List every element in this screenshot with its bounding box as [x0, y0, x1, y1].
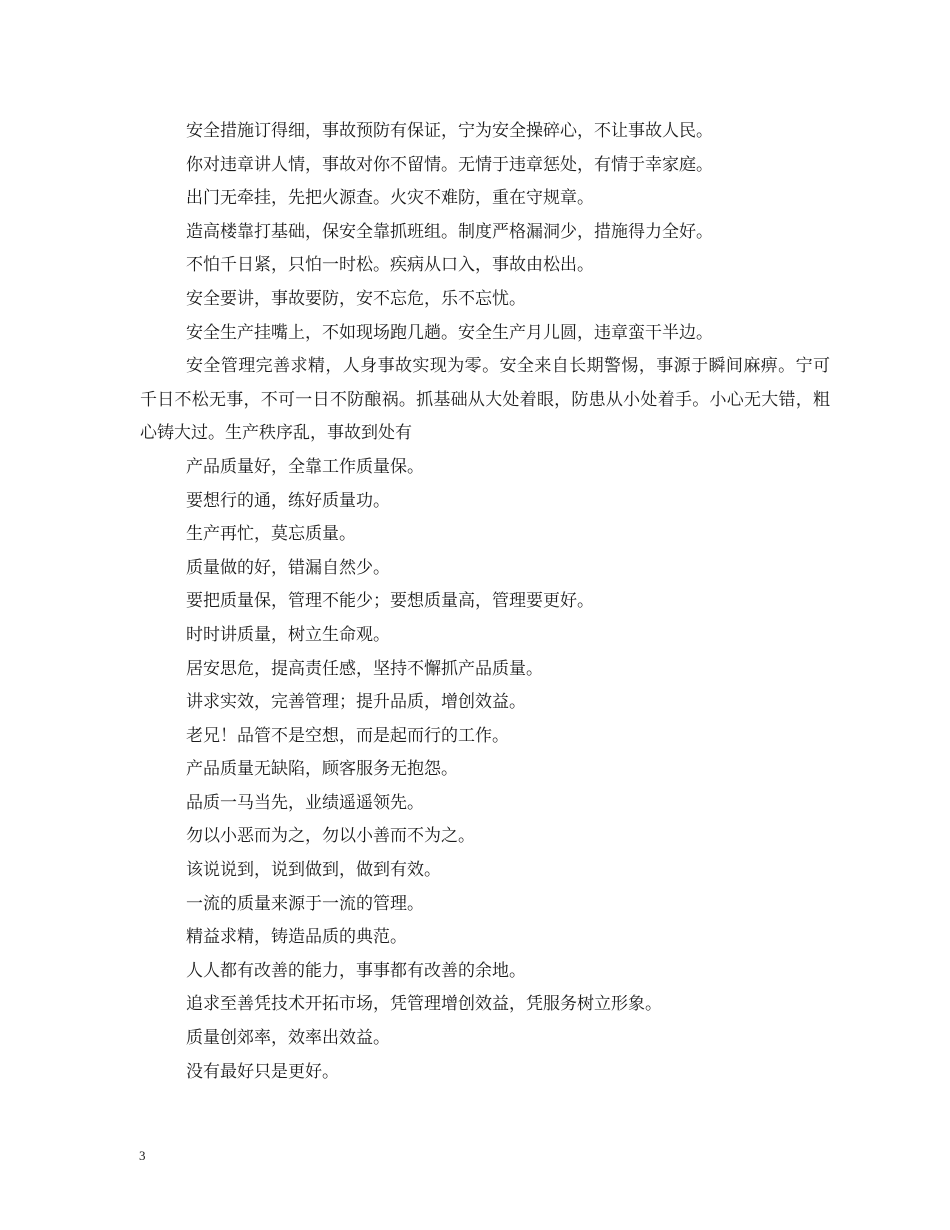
paragraph: 你对违章讲人情，事故对你不留情。无情于违章惩处，有情于幸家庭。 [186, 154, 713, 175]
paragraph: 没有最好只是更好。 [186, 1061, 339, 1082]
paragraph: 时时讲质量，树立生命观。 [186, 624, 390, 645]
paragraph: 精益求精，铸造品质的典范。 [186, 927, 407, 948]
paragraph: 追求至善凭技术开拓市场，凭管理增创效益，凭服务树立形象。 [186, 994, 662, 1015]
paragraph: 讲求实效，完善管理；提升品质，增创效益。 [186, 692, 526, 713]
paragraph: 要想行的通，练好质量功。 [186, 490, 390, 511]
paragraph: 出门无牵挂，先把火源查。火灾不难防，重在守规章。 [186, 188, 594, 209]
paragraph: 产品质量好，全靠工作质量保。 [186, 456, 424, 477]
page-number: 3 [139, 1148, 146, 1163]
paragraph: 安全要讲，事故要防，安不忘危，乐不忘忧。 [186, 288, 526, 309]
paragraph: 质量创郊率，效率出效益。 [186, 1028, 390, 1049]
paragraph: 老兄！品管不是空想，而是起而行的工作。 [186, 725, 509, 746]
paragraph: 品质一马当先，业绩遥遥领先。 [186, 792, 424, 813]
paragraph: 要把质量保，管理不能少；要想质量高，管理要更好。 [186, 591, 594, 612]
paragraph: 勿以小恶而为之，勿以小善而不为之。 [186, 826, 475, 847]
paragraph: 安全生产挂嘴上，不如现场跑几趟。安全生产月儿圆，违章蛮干半边。 [186, 322, 713, 343]
paragraph: 不怕千日紧，只怕一时松。疾病从口入，事故由松出。 [186, 255, 594, 276]
body-text [140, 115, 830, 1089]
paragraph: 安全措施订得细，事故预防有保证，宁为安全操碎心，不让事故人民。 [186, 121, 713, 141]
paragraph: 居安思危，提高责任感，坚持不懈抓产品质量。 [186, 658, 543, 679]
paragraph: 一流的质量来源于一流的管理。 [186, 893, 424, 914]
paragraph: 人人都有改善的能力，事事都有改善的余地。 [186, 960, 526, 981]
paragraph: 造高楼靠打基础，保安全靠抓班组。制度严格漏洞少，措施得力全好。 [186, 221, 713, 242]
paragraph: 产品质量无缺陷，顾客服务无抱怨。 [186, 759, 458, 780]
paragraph: 安全管理完善求精，人身事故实现为零。安全来自长期警惕，事源于瞬间麻痹。宁可千日不松无事，不可一日不防酿祸。抓基础从大处着眼，防患从小处着手。小心无大错，粗心铸大过。生产秩序乱，事故到处有 [140, 356, 830, 444]
paragraph: 该说说到，说到做到，做到有效。 [186, 860, 441, 881]
paragraph: 生产再忙，莫忘质量。 [186, 524, 356, 545]
paragraph: 质量做的好，错漏自然少。 [186, 557, 390, 578]
